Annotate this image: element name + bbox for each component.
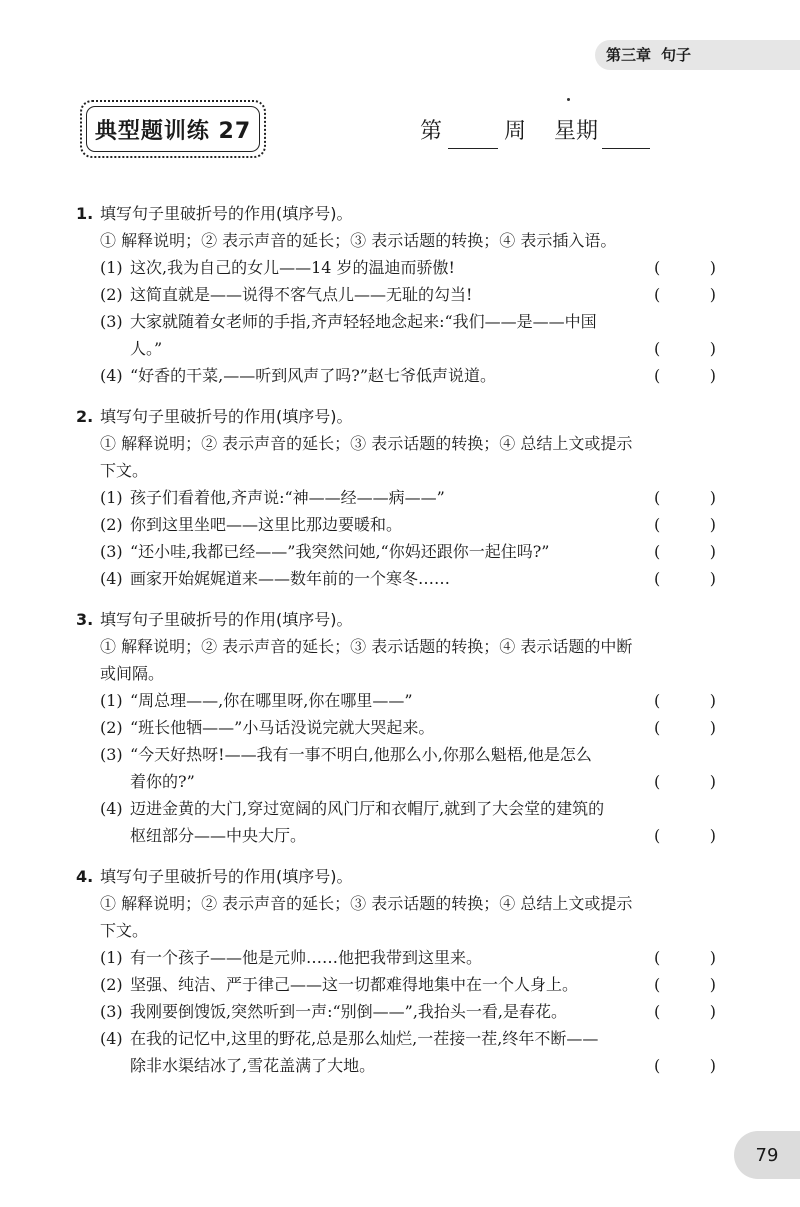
sub-item-line bbox=[76, 254, 716, 281]
sub-item-text: 除非水渠结冰了,雪花盖满了大地。 bbox=[130, 1056, 376, 1075]
sub-item-line bbox=[76, 335, 716, 362]
answer-blank[interactable] bbox=[654, 687, 716, 714]
sub-item-line bbox=[76, 538, 716, 565]
question-prompt: 填写句子里破折号的作用(填序号)。 bbox=[100, 204, 353, 223]
question-heading bbox=[76, 403, 716, 430]
sub-item-text: 枢纽部分——中央大厅。 bbox=[130, 826, 307, 845]
question-heading bbox=[76, 606, 716, 633]
sub-item-text: 画家开始娓娓道来——数年前的一个寒冬…… bbox=[130, 569, 451, 588]
sub-item-line bbox=[76, 971, 716, 998]
question-number: 2. bbox=[76, 407, 94, 426]
answer-blank[interactable] bbox=[654, 281, 716, 308]
sub-item-number: (3) bbox=[100, 542, 123, 561]
sub-item-number: (1) bbox=[100, 258, 123, 277]
question-prompt: 填写句子里破折号的作用(填序号)。 bbox=[100, 407, 353, 426]
sub-item-line bbox=[76, 1025, 716, 1052]
sub-item-number: (2) bbox=[100, 285, 123, 304]
sub-item-line bbox=[76, 998, 716, 1025]
sub-item-text: 有一个孩子——他是元帅……他把我带到这里来。 bbox=[130, 948, 483, 967]
sub-item-text: 这简直就是——说得不客气点儿——无耻的勾当! bbox=[130, 285, 473, 304]
week-blank[interactable] bbox=[448, 122, 498, 149]
paren-open: ( bbox=[654, 975, 661, 994]
sub-item-text: 我刚要倒馊饭,突然听到一声:“别倒——”,我抬头一看,是春花。 bbox=[130, 1002, 568, 1021]
paren-close: ) bbox=[709, 515, 716, 534]
answer-blank[interactable] bbox=[654, 511, 716, 538]
sub-item-number: (4) bbox=[100, 799, 123, 818]
sub-item-number: (3) bbox=[100, 312, 123, 331]
sub-item-number: (2) bbox=[100, 975, 123, 994]
options-line: 下文。 bbox=[100, 921, 149, 940]
week-line bbox=[420, 115, 650, 149]
paren-open: ( bbox=[654, 258, 661, 277]
answer-blank[interactable] bbox=[654, 768, 716, 795]
options-line: 下文。 bbox=[100, 461, 149, 480]
exercise-title: 典型题训练 27 bbox=[94, 118, 252, 144]
paren-open: ( bbox=[654, 285, 661, 304]
answer-blank[interactable] bbox=[654, 362, 716, 389]
sub-item bbox=[76, 511, 716, 538]
sub-item-text: “周总理——,你在哪里呀,你在哪里——” bbox=[130, 691, 413, 710]
sub-item-text: “好香的干菜,——听到风声了吗?”赵七爷低声说道。 bbox=[130, 366, 497, 385]
paren-close: ) bbox=[709, 718, 716, 737]
sub-item-text: 孩子们看着他,齐声说:“神——经——病——” bbox=[130, 488, 445, 507]
sub-item bbox=[76, 308, 716, 362]
question-2 bbox=[76, 403, 716, 592]
sub-item bbox=[76, 484, 716, 511]
paren-close: ) bbox=[709, 488, 716, 507]
options-line: ① 解释说明；② 表示声音的延长；③ 表示话题的转换；④ 表示话题的中断 bbox=[100, 637, 633, 656]
exercise-title-box bbox=[80, 100, 266, 158]
paren-close: ) bbox=[709, 1056, 716, 1075]
paren-open: ( bbox=[654, 488, 661, 507]
question-heading bbox=[76, 200, 716, 227]
sub-item bbox=[76, 971, 716, 998]
page-number: 79 bbox=[755, 1144, 779, 1166]
paren-open: ( bbox=[654, 515, 661, 534]
paren-close: ) bbox=[709, 826, 716, 845]
sub-item-number: (3) bbox=[100, 745, 123, 764]
sub-item-line bbox=[76, 281, 716, 308]
paren-close: ) bbox=[709, 366, 716, 385]
sub-item-line bbox=[76, 687, 716, 714]
sub-item-number: (2) bbox=[100, 718, 123, 737]
sub-item-line bbox=[76, 511, 716, 538]
week-mid: 周 bbox=[504, 119, 527, 144]
question-prompt: 填写句子里破折号的作用(填序号)。 bbox=[100, 610, 353, 629]
sub-item bbox=[76, 741, 716, 795]
answer-blank[interactable] bbox=[654, 335, 716, 362]
paren-close: ) bbox=[709, 691, 716, 710]
paren-open: ( bbox=[654, 339, 661, 358]
answer-blank[interactable] bbox=[654, 971, 716, 998]
paren-close: ) bbox=[709, 339, 716, 358]
sub-item-number: (3) bbox=[100, 1002, 123, 1021]
sub-item-number: (4) bbox=[100, 569, 123, 588]
paren-open: ( bbox=[654, 826, 661, 845]
paren-close: ) bbox=[709, 1002, 716, 1021]
sub-item bbox=[76, 795, 716, 849]
sub-item-text: 大家就随着女老师的手指,齐声轻轻地念起来:“我们——是——中国 bbox=[130, 312, 597, 331]
weekday-label: 星期 bbox=[554, 119, 599, 144]
paren-open: ( bbox=[654, 1002, 661, 1021]
sub-item-line bbox=[76, 308, 716, 335]
question-1 bbox=[76, 200, 716, 389]
sub-item-text: 坚强、纯洁、严于律己——这一切都难得地集中在一个人身上。 bbox=[130, 975, 579, 994]
sub-item-text: 在我的记忆中,这里的野花,总是那么灿烂,一茬接一茬,终年不断—— bbox=[130, 1029, 599, 1048]
sub-item bbox=[76, 944, 716, 971]
answer-blank[interactable] bbox=[654, 822, 716, 849]
sub-item bbox=[76, 565, 716, 592]
paren-close: ) bbox=[709, 542, 716, 561]
week-prefix: 第 bbox=[420, 119, 443, 144]
paren-close: ) bbox=[709, 285, 716, 304]
sub-item bbox=[76, 281, 716, 308]
sub-item bbox=[76, 538, 716, 565]
sub-item-text: 人。” bbox=[130, 339, 163, 358]
question-list bbox=[76, 200, 716, 1093]
question-3 bbox=[76, 606, 716, 849]
sub-item-line bbox=[76, 822, 716, 849]
answer-blank[interactable] bbox=[654, 565, 716, 592]
answer-blank[interactable] bbox=[654, 714, 716, 741]
paren-open: ( bbox=[654, 691, 661, 710]
question-heading bbox=[76, 863, 716, 890]
sub-item-line bbox=[76, 1052, 716, 1079]
sub-item-text: 你到这里坐吧——这里比那边要暖和。 bbox=[130, 515, 403, 534]
question-prompt: 填写句子里破折号的作用(填序号)。 bbox=[100, 867, 353, 886]
sub-item-line bbox=[76, 741, 716, 768]
sub-item-number: (1) bbox=[100, 488, 123, 507]
paren-close: ) bbox=[709, 975, 716, 994]
sub-item-text: 这次,我为自己的女儿——14 岁的温迪而骄傲! bbox=[130, 258, 455, 277]
chapter-title: 第三章 bbox=[606, 46, 652, 64]
paren-open: ( bbox=[654, 366, 661, 385]
sub-item-line bbox=[76, 795, 716, 822]
sub-item bbox=[76, 362, 716, 389]
question-4 bbox=[76, 863, 716, 1079]
sub-item bbox=[76, 254, 716, 281]
paren-open: ( bbox=[654, 772, 661, 791]
sub-item-number: (4) bbox=[100, 1029, 123, 1048]
sub-item bbox=[76, 998, 716, 1025]
paren-close: ) bbox=[709, 772, 716, 791]
paren-open: ( bbox=[654, 948, 661, 967]
sub-item-text: “今天好热呀!——我有一事不明白,他那么小,你那么魁梧,他是怎么 bbox=[130, 745, 592, 764]
page-number-tab bbox=[734, 1131, 800, 1179]
paren-close: ) bbox=[709, 569, 716, 588]
section-title: 句子 bbox=[661, 46, 692, 64]
paren-open: ( bbox=[654, 1056, 661, 1075]
paren-open: ( bbox=[654, 542, 661, 561]
sub-item-number: (1) bbox=[100, 691, 123, 710]
sub-item-line bbox=[76, 714, 716, 741]
paren-close: ) bbox=[709, 948, 716, 967]
options-line: ① 解释说明；② 表示声音的延长；③ 表示话题的转换；④ 总结上文或提示 bbox=[100, 434, 633, 453]
options-line: 或间隔。 bbox=[100, 664, 165, 683]
answer-blank[interactable] bbox=[654, 944, 716, 971]
answer-blank[interactable] bbox=[654, 1052, 716, 1079]
sub-item-number: (1) bbox=[100, 948, 123, 967]
answer-blank[interactable] bbox=[654, 998, 716, 1025]
weekday-blank[interactable] bbox=[602, 122, 650, 149]
answer-blank[interactable] bbox=[654, 484, 716, 511]
sub-item-line bbox=[76, 484, 716, 511]
options-line: ① 解释说明；② 表示声音的延长；③ 表示话题的转换；④ 总结上文或提示 bbox=[100, 894, 633, 913]
options-line: ① 解释说明；② 表示声音的延长；③ 表示话题的转换；④ 表示插入语。 bbox=[100, 231, 617, 250]
chapter-header bbox=[606, 44, 701, 66]
speck bbox=[567, 98, 570, 101]
sub-item-line bbox=[76, 362, 716, 389]
sub-item-text: “班长他牺——”小马话没说完就大哭起来。 bbox=[130, 718, 435, 737]
question-number: 3. bbox=[76, 610, 94, 629]
paren-close: ) bbox=[709, 258, 716, 277]
sub-item-text: “还小哇,我都已经——”我突然问她,“你妈还跟你一起住吗?” bbox=[130, 542, 550, 561]
question-number: 4. bbox=[76, 867, 94, 886]
answer-blank[interactable] bbox=[654, 538, 716, 565]
question-number: 1. bbox=[76, 204, 94, 223]
paren-open: ( bbox=[654, 569, 661, 588]
sub-item-line bbox=[76, 565, 716, 592]
sub-item bbox=[76, 1025, 716, 1079]
sub-item bbox=[76, 714, 716, 741]
sub-item-number: (4) bbox=[100, 366, 123, 385]
answer-blank[interactable] bbox=[654, 254, 716, 281]
sub-item-line bbox=[76, 768, 716, 795]
sub-item-line bbox=[76, 944, 716, 971]
sub-item-text: 着你的?” bbox=[130, 772, 195, 791]
sub-item-text: 迈进金黄的大门,穿过宽阔的风门厅和衣帽厅,就到了大会堂的建筑的 bbox=[130, 799, 605, 818]
sub-item bbox=[76, 687, 716, 714]
paren-open: ( bbox=[654, 718, 661, 737]
sub-item-number: (2) bbox=[100, 515, 123, 534]
